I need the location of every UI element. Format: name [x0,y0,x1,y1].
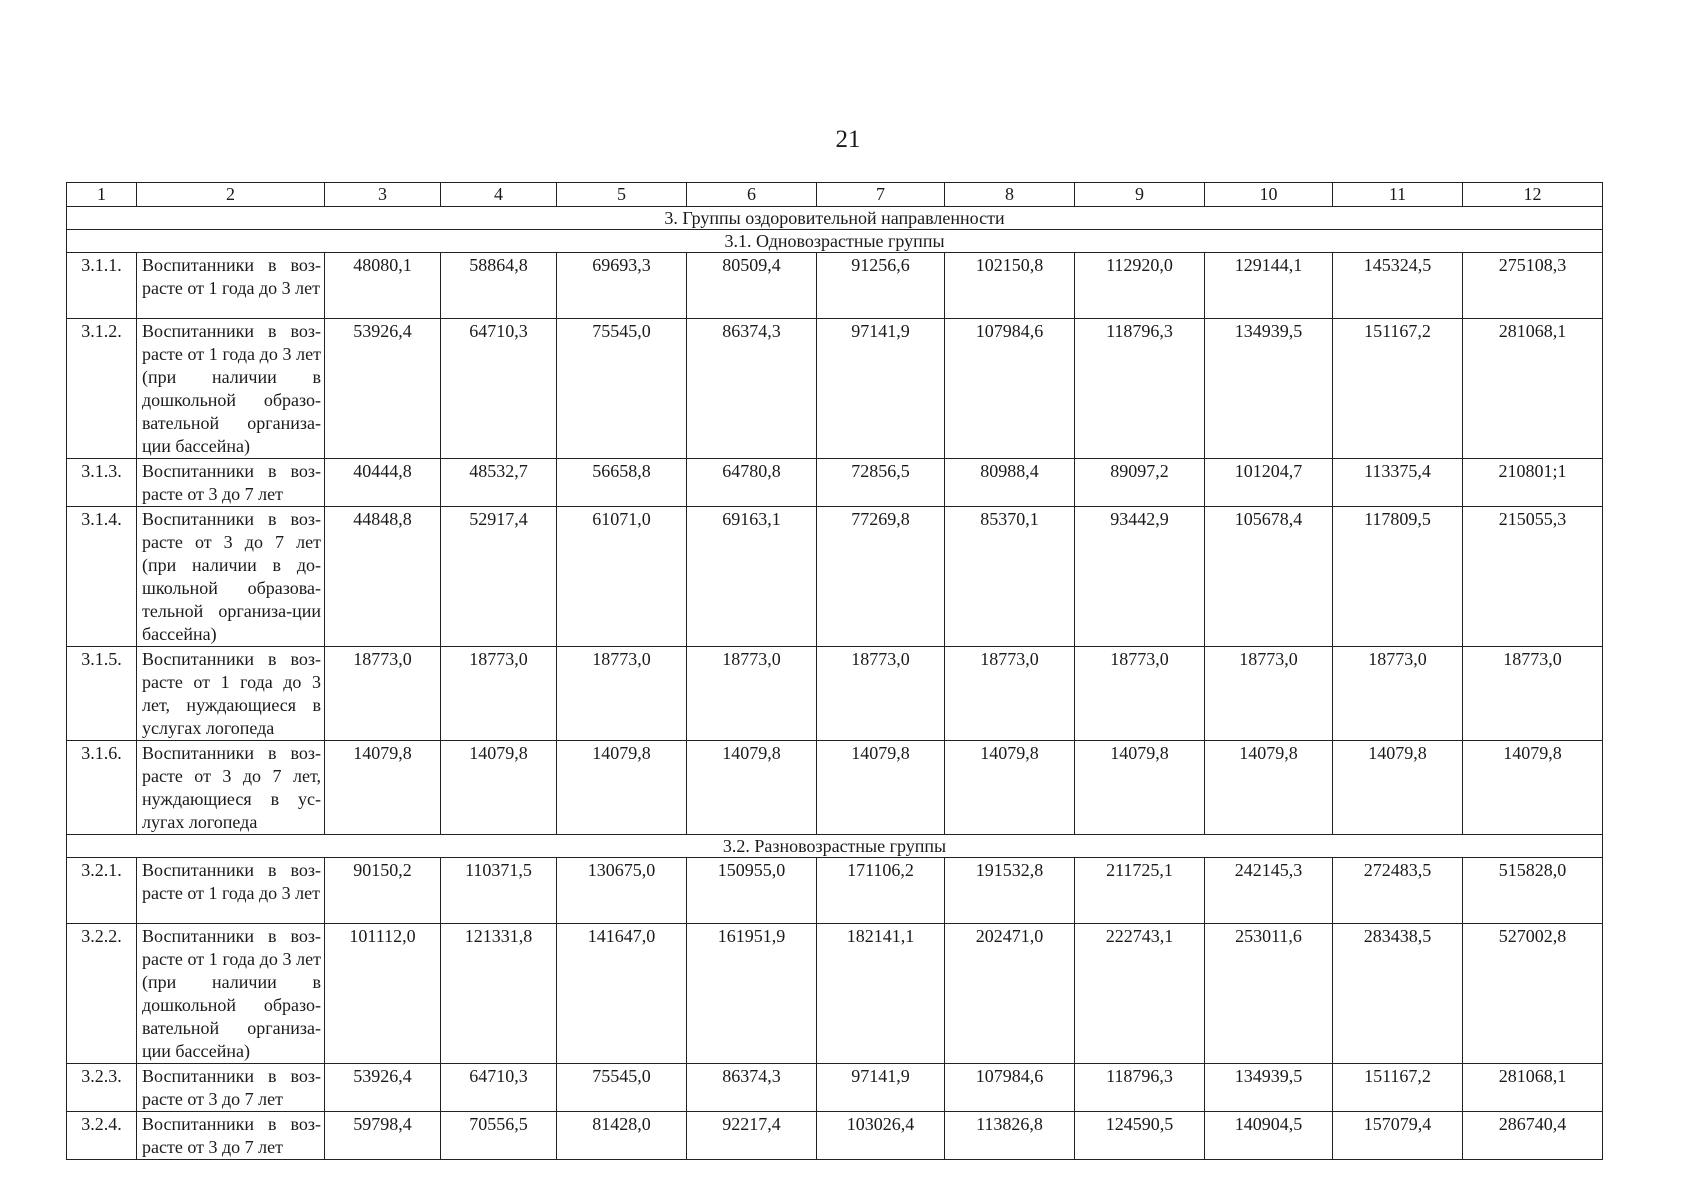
group-row [67,835,1603,858]
row-description: Воспитанники в воз-расте от 3 до 7 лет [137,1112,325,1160]
table-row [67,1112,1603,1160]
value-cell: 14079,8 [1075,741,1205,835]
value-cell: 18773,0 [687,647,817,741]
value-cell: 18773,0 [1205,647,1333,741]
row-description: Воспитанники в воз-расте от 3 до 7 лет [137,1064,325,1112]
value-cell: 118796,3 [1075,319,1205,459]
value-cell: 161951,9 [687,924,817,1064]
value-cell: 14079,8 [1205,741,1333,835]
value-cell: 102150,8 [945,253,1075,319]
value-cell: 59798,4 [325,1112,441,1160]
value-cell: 275108,3 [1463,253,1603,319]
value-cell: 283438,5 [1333,924,1463,1064]
group-title: 3.1. Одновозрастные группы [67,230,1603,253]
value-cell: 140904,5 [1205,1112,1333,1160]
row-description: Воспитанники в воз-расте от 1 года до 3 лет [137,858,325,924]
value-cell: 18773,0 [441,647,557,741]
value-cell: 141647,0 [557,924,687,1064]
value-cell: 89097,2 [1075,459,1205,507]
section-title: 3. Группы оздоровительной направленности [67,207,1603,230]
row-code: 3.1.2. [67,319,137,459]
value-cell: 18773,0 [1463,647,1603,741]
section-row [67,207,1603,230]
column-number: 7 [817,183,945,207]
value-cell: 130675,0 [557,858,687,924]
value-cell: 151167,2 [1333,1064,1463,1112]
group-row [67,230,1603,253]
value-cell: 48080,1 [325,253,441,319]
value-cell: 110371,5 [441,858,557,924]
value-cell: 103026,4 [817,1112,945,1160]
value-cell: 14079,8 [817,741,945,835]
row-description: Воспитанники в воз-расте от 1 года до 3 лет (при наличии в дошкольной образо-вательной организа-ции бассейна) [137,319,325,459]
value-cell: 64710,3 [441,319,557,459]
row-code: 3.2.4. [67,1112,137,1160]
value-cell: 242145,3 [1205,858,1333,924]
value-cell: 107984,6 [945,1064,1075,1112]
value-cell: 97141,9 [817,319,945,459]
value-cell: 18773,0 [945,647,1075,741]
row-code: 3.1.6. [67,741,137,835]
value-cell: 129144,1 [1205,253,1333,319]
row-code: 3.2.2. [67,924,137,1064]
table-row [67,924,1603,1064]
column-number: 6 [687,183,817,207]
table-row [67,253,1603,319]
value-cell: 52917,4 [441,507,557,647]
table-row [67,647,1603,741]
value-cell: 157079,4 [1333,1112,1463,1160]
tariff-table [66,182,1603,1160]
value-cell: 81428,0 [557,1112,687,1160]
row-code: 3.1.4. [67,507,137,647]
value-cell: 107984,6 [945,319,1075,459]
value-cell: 90150,2 [325,858,441,924]
value-cell: 117809,5 [1333,507,1463,647]
value-cell: 53926,4 [325,319,441,459]
value-cell: 18773,0 [325,647,441,741]
value-cell: 91256,6 [817,253,945,319]
row-description: Воспитанники в воз-расте от 3 до 7 лет [137,459,325,507]
value-cell: 40444,8 [325,459,441,507]
value-cell: 56658,8 [557,459,687,507]
value-cell: 72856,5 [817,459,945,507]
column-number: 3 [325,183,441,207]
value-cell: 75545,0 [557,319,687,459]
value-cell: 44848,8 [325,507,441,647]
value-cell: 515828,0 [1463,858,1603,924]
value-cell: 150955,0 [687,858,817,924]
column-number: 10 [1205,183,1333,207]
value-cell: 93442,9 [1075,507,1205,647]
page-number: 21 [835,126,861,153]
value-cell: 124590,5 [1075,1112,1205,1160]
value-cell: 134939,5 [1205,1064,1333,1112]
group-title: 3.2. Разновозрастные группы [67,835,1603,858]
value-cell: 118796,3 [1075,1064,1205,1112]
value-cell: 18773,0 [1075,647,1205,741]
row-code: 3.1.3. [67,459,137,507]
value-cell: 191532,8 [945,858,1075,924]
column-number: 5 [557,183,687,207]
value-cell: 272483,5 [1333,858,1463,924]
value-cell: 18773,0 [557,647,687,741]
value-cell: 101112,0 [325,924,441,1064]
value-cell: 80988,4 [945,459,1075,507]
column-number: 9 [1075,183,1205,207]
row-description: Воспитанники в воз-расте от 1 года до 3 лет, нуждающиеся в услугах логопеда [137,647,325,741]
row-description: Воспитанники в воз-расте от 1 года до 3 лет [137,253,325,319]
value-cell: 151167,2 [1333,319,1463,459]
value-cell: 145324,5 [1333,253,1463,319]
value-cell: 210801;1 [1463,459,1603,507]
value-cell: 182141,1 [817,924,945,1064]
table-row [67,1064,1603,1112]
value-cell: 64710,3 [441,1064,557,1112]
table-row [67,319,1603,459]
value-cell: 134939,5 [1205,319,1333,459]
table-row [67,507,1603,647]
value-cell: 171106,2 [817,858,945,924]
column-number: 12 [1463,183,1603,207]
value-cell: 14079,8 [945,741,1075,835]
row-code: 3.1.1. [67,253,137,319]
value-cell: 527002,8 [1463,924,1603,1064]
value-cell: 202471,0 [945,924,1075,1064]
value-cell: 14079,8 [325,741,441,835]
row-code: 3.2.3. [67,1064,137,1112]
row-code: 3.2.1. [67,858,137,924]
value-cell: 105678,4 [1205,507,1333,647]
value-cell: 86374,3 [687,1064,817,1112]
table-row [67,741,1603,835]
row-description: Воспитанники в воз-расте от 3 до 7 лет, нуждающиеся в ус-лугах логопеда [137,741,325,835]
value-cell: 215055,3 [1463,507,1603,647]
table-row [67,459,1603,507]
row-code: 3.1.5. [67,647,137,741]
value-cell: 121331,8 [441,924,557,1064]
row-description: Воспитанники в воз-расте от 3 до 7 лет (при наличии в до-школьной образова-тельной организа-ции бассейна) [137,507,325,647]
row-description: Воспитанники в воз-расте от 1 года до 3 лет (при наличии в дошкольной образо-вательной организа-ции бассейна) [137,924,325,1064]
value-cell: 69693,3 [557,253,687,319]
value-cell: 69163,1 [687,507,817,647]
value-cell: 113826,8 [945,1112,1075,1160]
value-cell: 92217,4 [687,1112,817,1160]
value-cell: 286740,4 [1463,1112,1603,1160]
value-cell: 61071,0 [557,507,687,647]
value-cell: 281068,1 [1463,1064,1603,1112]
value-cell: 80509,4 [687,253,817,319]
value-cell: 58864,8 [441,253,557,319]
value-cell: 222743,1 [1075,924,1205,1064]
column-number: 1 [67,183,137,207]
value-cell: 75545,0 [557,1064,687,1112]
value-cell: 281068,1 [1463,319,1603,459]
table-row [67,858,1603,924]
value-cell: 14079,8 [687,741,817,835]
column-number: 2 [137,183,325,207]
value-cell: 77269,8 [817,507,945,647]
value-cell: 18773,0 [817,647,945,741]
value-cell: 14079,8 [1463,741,1603,835]
value-cell: 253011,6 [1205,924,1333,1064]
value-cell: 70556,5 [441,1112,557,1160]
column-number: 11 [1333,183,1463,207]
column-number: 8 [945,183,1075,207]
column-number-row [67,183,1603,207]
value-cell: 85370,1 [945,507,1075,647]
value-cell: 101204,7 [1205,459,1333,507]
value-cell: 14079,8 [441,741,557,835]
value-cell: 14079,8 [557,741,687,835]
value-cell: 113375,4 [1333,459,1463,507]
value-cell: 48532,7 [441,459,557,507]
value-cell: 18773,0 [1333,647,1463,741]
column-number: 4 [441,183,557,207]
value-cell: 53926,4 [325,1064,441,1112]
value-cell: 64780,8 [687,459,817,507]
value-cell: 86374,3 [687,319,817,459]
value-cell: 97141,9 [817,1064,945,1112]
value-cell: 211725,1 [1075,858,1205,924]
value-cell: 14079,8 [1333,741,1463,835]
value-cell: 112920,0 [1075,253,1205,319]
